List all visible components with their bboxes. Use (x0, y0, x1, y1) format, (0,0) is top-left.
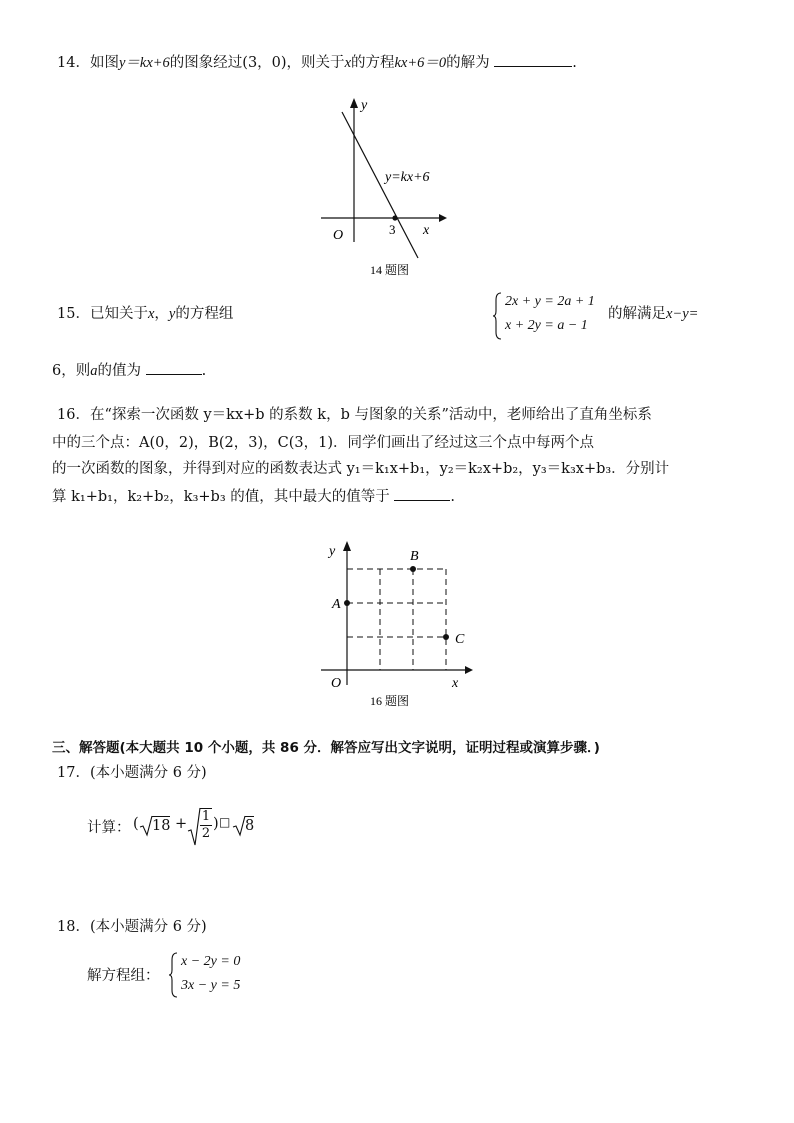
q16-line-3: 的一次函数的图象，并得到对应的函数表达式 y₁＝k₁x+b₁，y₂＝k₂x+b₂，y₃＝k₃x+b₃．分别计 (52, 461, 670, 477)
q16-line-1: 16．在“探索一次函数 y＝kx+b 的系数 k，b 与图象的关系”活动中，老师给出了直角坐标系 (57, 407, 652, 423)
fig14-tick-3: 3 (389, 222, 396, 237)
q16-line-4: 算 k₁+b₁，k₂+b₂，k₃+b₃ 的值，其中最大的值等于 . (52, 486, 455, 507)
fig14-x-arrow (439, 214, 447, 222)
q15-text-tail: 的解满足x−y= (608, 306, 699, 322)
fig14-caption: 14 题图 (370, 263, 410, 277)
q15-answer-blank[interactable] (146, 360, 202, 375)
fig14-origin-label: O (333, 228, 344, 243)
q17-sqrt-18-value: 18 (152, 818, 171, 834)
q18-brace (169, 952, 179, 998)
fig16-label-a: A (332, 597, 341, 612)
q18-eq-2: 3x − y = 5 (181, 978, 241, 993)
q15-brace (493, 292, 503, 340)
fig16-x-label: x (452, 676, 459, 691)
q17-label: 计算： (87, 820, 131, 836)
fig14-graph-line (342, 112, 418, 258)
fig16-caption: 16 题图 (370, 694, 410, 708)
figure-16 (315, 535, 475, 715)
q18-label: 解方程组： (87, 968, 160, 984)
fig14-line-label: y=kx+6 (385, 170, 430, 185)
q15-eq-2: x + 2y = a − 1 (505, 318, 588, 333)
fig16-label-c: C (455, 632, 465, 647)
fig14-y-arrow (350, 98, 358, 108)
q17-plus: + (175, 816, 188, 832)
fig16-y-label: y (329, 544, 336, 559)
q17-header: 17．(本小题满分 6 分) (57, 765, 207, 781)
q18-eq-1: x − 2y = 0 (181, 954, 241, 969)
q15-text: 15．已知关于x，y的方程组 (57, 306, 234, 322)
figure-14 (315, 92, 455, 282)
fig14-x-label: x (423, 223, 430, 238)
q14-answer-blank[interactable] (494, 52, 572, 67)
q17-fraction (200, 808, 212, 842)
fig16-x-arrow (465, 666, 473, 674)
q16-answer-blank[interactable] (394, 486, 450, 501)
q17-paren-close: ) (213, 816, 219, 832)
section-3-title: 三、解答题(本大题共 10 个小题，共 86 分．解答应写出文字说明，证明过程或演算步骤．) (52, 740, 600, 756)
fig14-point-3 (392, 215, 397, 220)
q17-sqrt-18-sign (139, 815, 153, 837)
fig16-point-c (443, 634, 449, 640)
q17-operator-box: □ (219, 815, 231, 829)
fig16-label-b: B (410, 549, 419, 564)
q17-sqrt-half-sign (187, 807, 201, 847)
fig16-y-arrow (343, 541, 351, 551)
q17-sqrt-8-value: 8 (245, 818, 255, 834)
q17-frac-num: 1 (201, 809, 211, 824)
fig14-y-label: y (361, 98, 368, 113)
q17-sqrt-8-sign (232, 815, 246, 837)
q15-eq-1: 2x + y = 2a + 1 (505, 294, 595, 309)
fig16-point-b (410, 566, 416, 572)
q15-text-line2: 6，则a的值为 . (52, 360, 206, 381)
fig16-grid (347, 569, 446, 670)
q17-frac-den: 2 (201, 826, 211, 841)
q17-paren-open: ( (133, 816, 139, 832)
fig16-origin-label: O (331, 676, 342, 691)
q16-line-2: 中的三个点：A(0，2)，B(2，3)，C(3，1)．同学们画出了经过这三个点中每两个点 (52, 435, 595, 451)
q14-text: 14．如图y＝kx+6的图象经过(3，0)，则关于x的方程kx+6＝0的解为 . (57, 52, 577, 73)
q18-header: 18．(本小题满分 6 分) (57, 919, 207, 935)
fig16-point-a (344, 600, 350, 606)
